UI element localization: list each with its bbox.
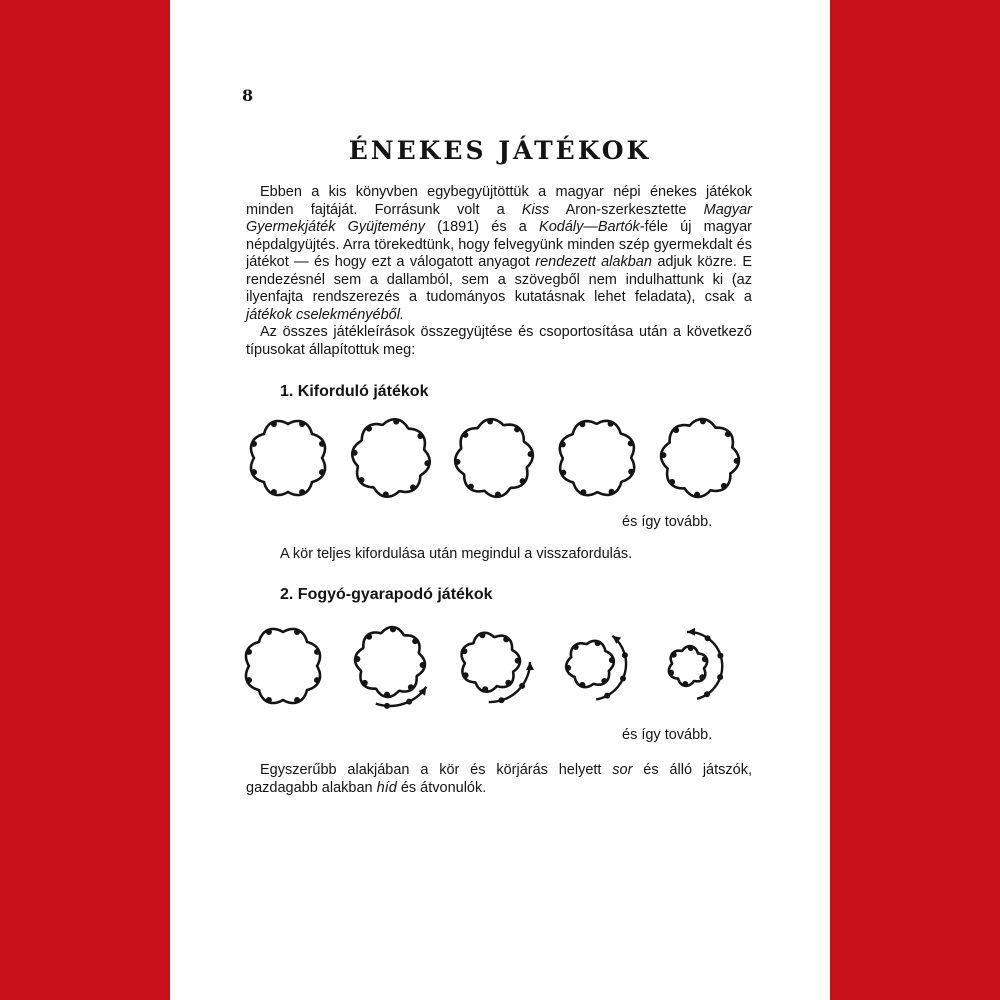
- dancer-dot: [393, 419, 399, 425]
- dancer-dot: [528, 451, 534, 457]
- dancer-dot: [688, 645, 694, 651]
- dancer-dot: [499, 697, 505, 703]
- dancer-circle: [661, 419, 739, 497]
- dancer-dot: [479, 632, 485, 638]
- dancer-circle: [352, 419, 429, 496]
- closing-text: [246, 762, 752, 797]
- turning-circles-diagram: [240, 410, 760, 514]
- dancer-dot: [595, 640, 601, 646]
- book-page: [170, 0, 830, 1000]
- dancer-dot: [366, 426, 372, 432]
- and-so-on-label-2: és így tovább.: [622, 727, 713, 743]
- dancer-dot: [700, 418, 706, 424]
- dancer-dot: [463, 672, 469, 678]
- dancer-dot: [384, 703, 390, 709]
- dancer-dot: [669, 479, 675, 485]
- dancer-dot: [487, 419, 493, 425]
- dancer-dot: [620, 676, 626, 682]
- dancer-dot: [573, 644, 579, 650]
- dancer-dot: [705, 635, 711, 641]
- dancer-dot: [390, 626, 396, 632]
- dancer-dot: [694, 492, 700, 498]
- dancer-circle: [560, 421, 634, 495]
- dancer-dot: [251, 441, 257, 447]
- dancer-dot: [717, 674, 723, 680]
- and-so-on-label-1: és így tovább.: [622, 514, 713, 530]
- dancer-dot: [515, 658, 521, 664]
- intro-paragraph-2: Az összes játékleírások összegyüjtése és csoportosítása után a következő típusokat állapítottuk meg:: [246, 324, 752, 358]
- dancer-dot: [609, 489, 615, 495]
- section-1-note: A kör teljes kifordulása után megindul a visszafordulás.: [280, 546, 633, 562]
- closing-paragraph: Egyszerűbb alakjában a kör és körjárás helyett sor és álló játszók, gazdagabb alakban híd és átvonulók.: [246, 762, 752, 796]
- dancer-dot: [699, 674, 705, 680]
- dancer-dot: [668, 670, 674, 676]
- dancer-dot: [671, 652, 677, 658]
- dancer-dot: [608, 421, 614, 427]
- dancer-dot: [579, 682, 585, 688]
- dancer-dot: [660, 452, 666, 458]
- dancer-dot: [362, 680, 368, 686]
- dancer-dot: [514, 426, 520, 432]
- dancer-dot: [565, 665, 571, 671]
- dancer-dot: [420, 662, 426, 668]
- dancer-dot: [461, 648, 467, 654]
- dancer-dot: [519, 683, 525, 689]
- intro-paragraph-1: Ebben a kis könyvben egybegyüjtöttük a magyar népi énekes játékok minden fajtáját. Forrásunk volt a Kiss Aron-szerkesztette Magyar Gyermekjáték Gyüjtemény (1891) és a Kodály—Bartók-féle új magyar népdalgyüjtés. Arra törekedtünk, hogy felvegyünk minden szép gyermekdalt és játékot — és hogy ezt a válogatott anyagot rendezett alakban adjuk közre. E rendezésnél sem a dallamból, sem a szövegből nem indulhattunk ki (az ilyenfajta rendszerezés a tudományos kutatásnak lehet feladata), csak a játékok cselekményéből.: [246, 184, 752, 323]
- dancer-dot: [424, 460, 430, 466]
- dancer-dot: [319, 441, 325, 447]
- dancer-dot: [601, 678, 607, 684]
- dancer-dot: [455, 459, 461, 465]
- dancer-dot: [495, 492, 501, 498]
- section-title-fogyó-gyarapodó: 2. Fogyó-gyarapodó játékok: [280, 586, 493, 603]
- dancer-dot: [366, 634, 372, 640]
- intro-text: [246, 184, 752, 359]
- dancer-dot: [299, 489, 305, 495]
- dancer-dot: [673, 427, 679, 433]
- dancer-dot: [609, 657, 615, 663]
- dancer-dot: [482, 686, 488, 692]
- dancer-dot: [294, 629, 300, 635]
- dancer-circle: [355, 627, 425, 697]
- dancer-dot: [406, 699, 412, 705]
- dancer-circle: [246, 629, 320, 703]
- dancer-dot: [412, 638, 418, 644]
- dancer-dot: [505, 680, 511, 686]
- dancer-dot: [717, 653, 723, 659]
- dancer-dot: [266, 629, 272, 635]
- section-title-kiforduló: 1. Kiforduló játékok: [280, 383, 429, 400]
- dancer-dot: [271, 489, 277, 495]
- page-heading: ÉNEKES JÁTÉKOK: [348, 136, 652, 165]
- dancer-dot: [579, 421, 585, 427]
- dancer-dot: [560, 441, 566, 447]
- dancer-dot: [359, 477, 365, 483]
- dancer-dot: [417, 433, 423, 439]
- circle-dance-figure: [240, 618, 760, 718]
- page-number: 8: [242, 86, 254, 105]
- dancer-dot: [319, 469, 325, 475]
- dancer-dot: [266, 697, 272, 703]
- dancer-dot: [314, 649, 320, 655]
- dancer-dot: [299, 421, 305, 427]
- dancer-dot: [246, 649, 252, 655]
- dancer-dot: [560, 470, 566, 476]
- dancer-dot: [604, 693, 610, 699]
- dancer-dot: [251, 469, 257, 475]
- dancer-dot: [628, 469, 634, 475]
- dancer-dot: [721, 483, 727, 489]
- dancer-dot: [462, 432, 468, 438]
- dancer-dot: [408, 684, 414, 690]
- dancer-dot: [628, 440, 634, 446]
- dancer-dot: [580, 489, 586, 495]
- arrow-head-icon: [687, 628, 695, 636]
- circle-dance-figure: [240, 410, 760, 510]
- dancer-dot: [246, 677, 252, 683]
- shrinking-circles-diagram: [240, 618, 760, 722]
- dancer-dot: [271, 421, 277, 427]
- dancer-dot: [702, 656, 708, 662]
- dancer-dot: [294, 697, 300, 703]
- dancer-circle: [455, 419, 533, 497]
- dancer-dot: [682, 681, 688, 687]
- dancer-dot: [352, 450, 358, 456]
- dancer-dot: [384, 692, 390, 698]
- dancer-circle: [251, 421, 325, 495]
- dancer-dot: [520, 478, 526, 484]
- dancer-dot: [383, 491, 389, 497]
- arrow-head-icon: [526, 662, 534, 670]
- dancer-dot: [354, 656, 360, 662]
- dancer-dot: [503, 636, 509, 642]
- dancer-dot: [734, 458, 740, 464]
- dancer-dot: [468, 484, 474, 490]
- dancer-dot: [622, 652, 628, 658]
- dancer-dot: [410, 484, 416, 490]
- dancer-dot: [725, 431, 731, 437]
- dancer-dot: [704, 691, 710, 697]
- dancer-dot: [314, 677, 320, 683]
